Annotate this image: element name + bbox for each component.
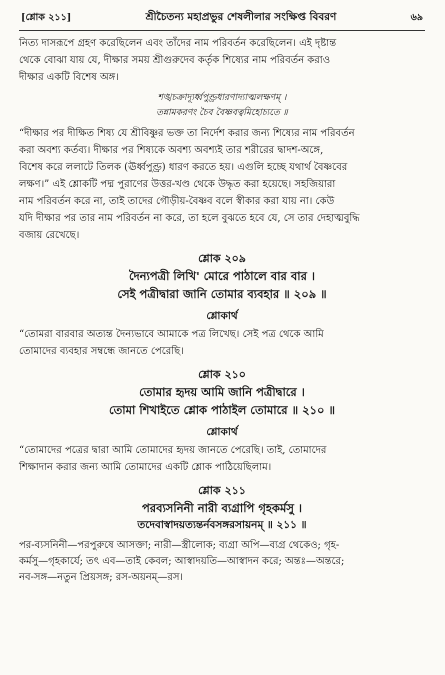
header-verse-ref: [শ্লোক ২১১] — [21, 12, 72, 23]
translation-heading: শ্লোকার্থ — [206, 310, 238, 322]
text-line: বিশেষ করে ললাটে তিলক (ঊর্ধ্বপুণ্ড্র) ধারণ করতে হয়। এগুলি হচ্ছে যথার্থ বৈষ্ণবের — [19, 162, 348, 173]
word-for-word-paragraph — [19, 538, 425, 586]
verse-line: তোমা শিখাইতে শ্লোক পাঠাইল তোমারে ॥ ২১০ ॥ — [108, 403, 336, 417]
text-line: “তোমরা বারবার অত্যন্ত দৈন্যভাবে আমাকে পত্র লিখেছ। সেই পত্র থেকে আমি — [19, 329, 324, 340]
sloka-heading: শ্লোক ২০৯ — [198, 252, 246, 265]
text-line: নব-সঙ্গ—নতুন প্রিয়সঙ্গ; রস-অয়নম্—রস। — [19, 572, 184, 583]
verse-line: সেই পত্রীদ্বারা জানি তোমার ব্যবহার ॥ ২০৯ ॥ — [117, 287, 327, 301]
sanskrit-quote — [19, 91, 425, 121]
text-line: বজায় রেখেছে। — [19, 230, 80, 241]
text-line: নাম পরিবর্তন করে না, তাই তাদের গৌড়ীয়-বৈষ্ণব বলে স্বীকার করা যায় না। কেউ — [19, 196, 335, 207]
text-line: যদি দীক্ষার পর তার নাম পরিবর্তন না করে, তা হলে বুঝতে হবে যে, সে তার দেহাত্মবুদ্ধি — [19, 213, 360, 224]
verse-line: পরব্যসনিনী নারী ব্যগ্রাপি গৃহকর্মসু । — [141, 501, 303, 515]
text-line: নিত্য দাসরূপে গ্রহণ করেছিলেন এবং তাঁদের নাম পরিবর্তন করেছিলেন। এই দৃষ্টান্ত — [19, 38, 337, 49]
intro-paragraph — [19, 35, 425, 86]
text-line: থেকে বোঝা যায় যে, দীক্ষার সময় শ্রীগুরুদেব কর্তৃক শিষ্যের নাম পরিবর্তন করাও — [19, 55, 331, 66]
purport-paragraph — [19, 125, 425, 244]
verse-line: দৈন্যপত্রী লিখি' মোরে পাঠালে বার বার । — [128, 269, 316, 283]
sloka-210 — [19, 367, 425, 476]
header-chapter-title: শ্রীচৈতন্য মহাপ্রভুর শেষলীলার সংক্ষিপ্ত বিবরণ — [145, 11, 337, 23]
page-number: ৬৯ — [410, 12, 423, 23]
text-line: “দীক্ষার পর দীক্ষিত শিষ্য যে শ্রীবিষ্ণুর ভক্ত তা নির্দেশ করার জন্য শিষ্যের নাম পরিবর্তন — [19, 128, 355, 139]
sloka-209 — [19, 251, 425, 360]
sanskrit-line: শঙ্খচক্রাদ্যূর্ধ্বপুণ্ড্রধারণাদ্যাত্মলক্ষণম্ । — [157, 93, 287, 103]
text-line: পর-ব্যসনিনী—পরপুরুষে আসক্তা; নারী—স্ত্রীলোক; ব্যগ্রা অপি—ব্যগ্র থেকেও; গৃহ- — [19, 540, 340, 551]
text-line: কর্মসু—গৃহকার্যে; তৎ এব—তাই কেবল; আস্বাদয়তি—আস্বাদন করে; অন্তঃ—অন্তরে; — [19, 556, 345, 567]
sloka-211 — [19, 483, 425, 586]
text-line: তোমাদের ব্যবহার সম্বন্ধে জানতে পেরেছি। — [19, 346, 184, 357]
text-line: করা অবশ্য কর্তব্য। দীক্ষার পর শিষ্যকে অবশ্য অবশ্যই তার শরীরের দ্বাদশ-অঙ্গে, — [19, 145, 324, 156]
translation-heading: শ্লোকার্থ — [206, 426, 238, 438]
text-line: শিক্ষাদান করার জন্য আমি তোমাদের একটি শ্লোক পাঠিয়েছিলাম। — [19, 462, 272, 473]
sloka-heading: শ্লোক ২১০ — [198, 368, 246, 381]
verse-line: তদেবাস্বাদয়ত্যন্তর্নবসঙ্গরসায়নম্ ॥ ২১১ ॥ — [137, 519, 307, 531]
text-line: “তোমাদের পত্রের দ্বারা আমি তোমাদের হৃদয় জানতে পেরেছি। তাই, তোমাদের — [19, 445, 327, 456]
sloka-heading: শ্লোক ২১১ — [198, 484, 246, 497]
verse-line: তোমার হৃদয় আমি জানি পত্রীদ্বারে । — [139, 385, 305, 399]
text-line: লক্ষণ।” এই শ্লোকটি পদ্ম পুরাণের উত্তর-খণ্ড থেকে উদ্ধৃত করা হয়েছে। সহজিয়ারা — [19, 179, 336, 190]
text-line: দীক্ষার একটি বিশেষ অঙ্গ। — [19, 72, 119, 83]
translation-paragraph — [19, 442, 425, 476]
translation-paragraph — [19, 326, 425, 360]
sanskrit-line: তন্নামকরণং চৈব বৈষ্ণবত্বমিহোচ্যতে ॥ — [156, 108, 288, 118]
running-header — [19, 10, 425, 31]
